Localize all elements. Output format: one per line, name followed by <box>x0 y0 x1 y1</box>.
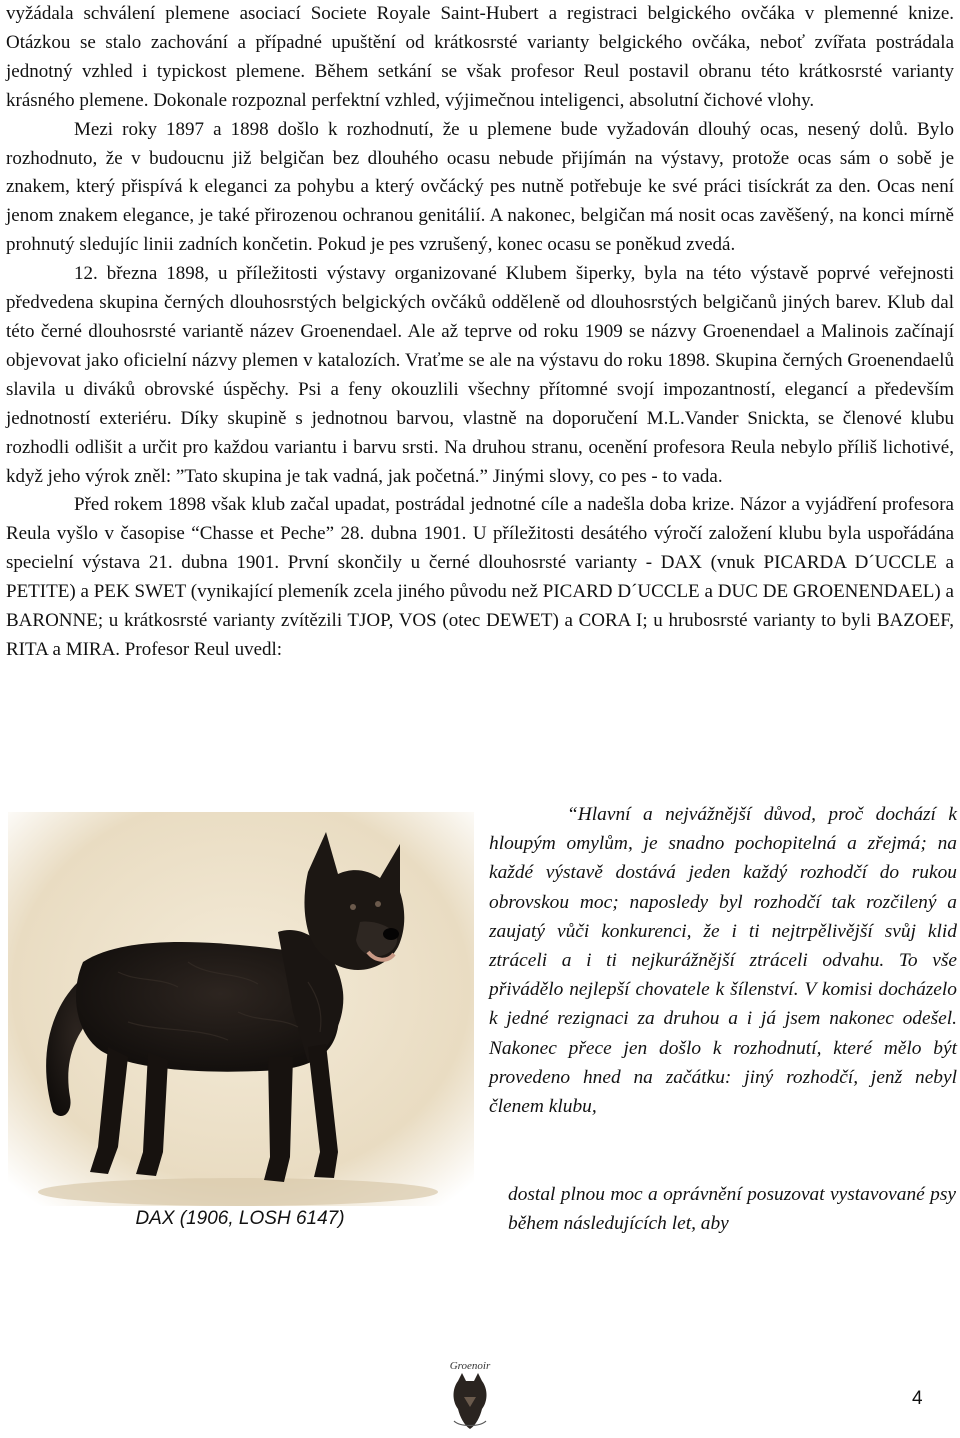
paragraph-1: vyžádala schválení plemene asociací Societe Royale Saint-Hubert a registraci belgického ovčáka v plemenné knize. Otázkou se stalo zachování a případné upuštění od krátkosrsté varianty belgického ovčáka, neboť zvířata postrádala jednotný vzhled i typickost plemene. Během setkání se však profesor Reul postavil obranu této krátkosrsté varianty krásného plemene. Dokonale rozpoznal perfektní vzhled, výjimečnou inteligenci, absolutní čichové vlohy. <box>6 3 954 111</box>
paragraph-3: 12. března 1898, u příležitosti výstavy organizované Klubem šiperky, byla na této výstavě poprvé veřejnosti předvedena skupina černých dlouhosrstých belgických ovčáků odděleně od dlouhosrstých belgičanů jiných barev. Klub dal této černé dlouhosrsté variantě název Groenendael. Ale až teprve od roku 1909 se názvy Groenendael a Malinois začínají objevovat jako oficielní názvy plemen v katalozích. Vraťme se ale na výstavu do roku 1898. Skupina černých Groenendaelů slavila u diváků obrovské úspěchy. Psi a feny okouzlili všechny přítomné svojí impozantností, elegancí a především jednotností exteriéru. Díky skupině s jednotnou barvou, vlastně na doporučení M.L.Vander Snickta, se členové klubu rozhodli odlišit a určit pro každou variantu i barvu srsti. Na druhou stranu, ocenění profesora Reula nebylo příliš lichotivé, když jeho výrok zněl: ”Tato skupina je tak vadná, jak početná.” Jinými slovy, co pes - to vada. <box>6 263 954 487</box>
photo-caption: DAX (1906, LOSH 6147) <box>135 1208 345 1229</box>
paragraph-2: Mezi roky 1897 a 1898 došlo k rozhodnutí, že u plemene bude vyžadován dlouhý ocas, nesený dolů. Bylo rozhodnuto, že v budoucnu již belgičan bez dlouhého ocasu nebude přijímán na výstavy, protože ocas sám o sobě je znakem, který přispívá k eleganci za pohybu a který ovčácký pes nutně potřebuje ke své práci tisíckrát za den. Ocas není jenom znakem elegance, je také přirozenou ochranou genitálií. A nakonec, belgičan má nosit ocas zavěšený, na konci mírně prohnutý sledujíc linii zadních končetin. Pokud je pes vzrušený, konec ocasu se poněkud zvedá. <box>6 118 954 256</box>
quote-continuation <box>508 1180 956 1238</box>
quote-tail-text: dostal plnou moc a oprávnění posuzovat vystavované psy během následujících let, aby <box>508 1184 956 1235</box>
dog-photo <box>8 812 474 1206</box>
paragraph-4: Před rokem 1898 však klub začal upadat, postrádal jednotné cíle a nadešla doba krize. Názor a vyjádření profesora Reula vyšlo v časopise “Chasse et Peche” 28. dubna 1901. U příležitosti desátého výročí založení klubu byla uspořádána specielní výstava 21. dubna 1901. První skončily u černé dlouhosrsté varianty - DAX (vnuk PICARDA D´UCCLE a PETITE) a PEK SWET (vynikající plemeník zcela jiného původu než PICARD D´UCCLE a DUC DE GROENENDAEL) a BARONNE; u krátkosrsté varianty zvítězili TJOP, VOS (otec DEWET) a CORA I; u hrubosrsté varianty to byli BAZOEF, RITA a MIRA. Profesor Reul uvedl: <box>6 494 954 660</box>
body-text <box>6 0 954 665</box>
logo-wordmark: Groenoir <box>449 1360 491 1372</box>
quote-text: “Hlavní a nejvážnější důvod, proč dochází k hloupým omylům, je snadno pochopitelná a zřejmá; na každé výstavě dostává jeden každý rozhodčí do rukou obrovskou moc; naposledy byl rozhodčí tak rozčilený a zaujatý vůči konkurenci, že i ti nejtrpělivější svůj klid ztráceli a i ti nejkurážnější ztráceli odvahu. To vše přivádělo nejlepší chovatele k šílenství. V komisi docházelo k jedné rezignaci za druhou a i já jsem nakonec odešel. Nakonec přece jen došlo k rozhodnutí, které mělo být provedeno hned na začátku: jiný rozhodčí, jenž nebyl členem klubu, <box>489 804 957 1118</box>
page-number: 4 <box>912 1388 923 1409</box>
groenoir-logo <box>430 1355 510 1433</box>
quote-block <box>489 800 957 1121</box>
